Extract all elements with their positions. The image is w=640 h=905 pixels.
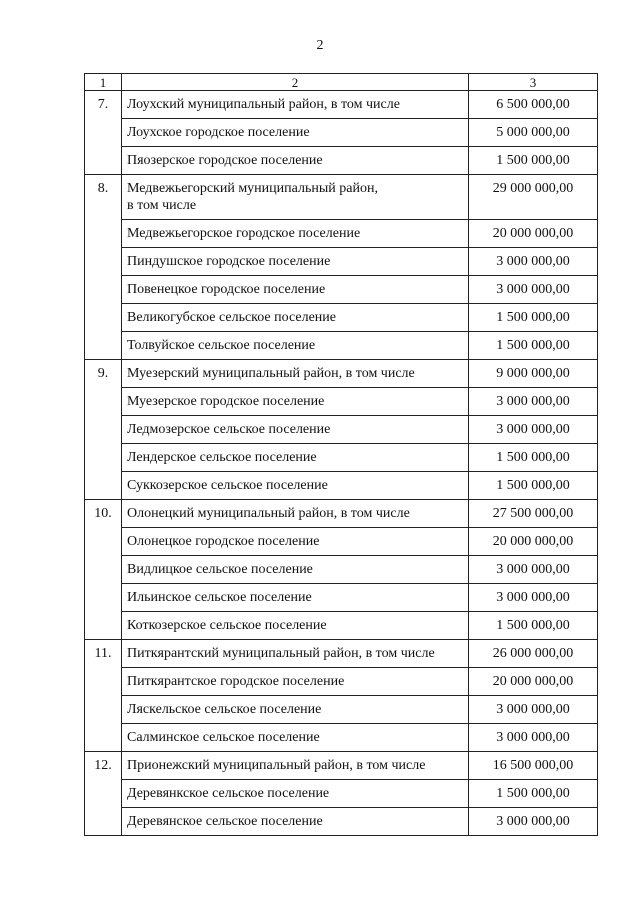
municipality-name: Повенецкое городское поселение	[122, 276, 469, 304]
amount-value: 3 000 000,00	[469, 556, 598, 584]
amount-value: 20 000 000,00	[469, 220, 598, 248]
amount-value: 1 500 000,00	[469, 304, 598, 332]
allocation-table	[84, 73, 598, 836]
table-row-settlement	[85, 668, 598, 696]
municipality-name: Лоухский муниципальный район, в том числе	[122, 91, 469, 119]
amount-value: 3 000 000,00	[469, 584, 598, 612]
amount-value: 3 000 000,00	[469, 808, 598, 836]
municipality-name: Суккозерское сельское поселение	[122, 472, 469, 500]
table-row-settlement	[85, 276, 598, 304]
table-row-district	[85, 91, 598, 119]
amount-value: 1 500 000,00	[469, 780, 598, 808]
municipality-name: Пяозерское городское поселение	[122, 147, 469, 175]
table-row-settlement	[85, 780, 598, 808]
amount-value: 3 000 000,00	[469, 724, 598, 752]
table-row-settlement	[85, 612, 598, 640]
municipality-name: Питкярантское городское поселение	[122, 668, 469, 696]
row-number: 11.	[85, 640, 122, 752]
municipality-name: Лоухское городское поселение	[122, 119, 469, 147]
table-row-district	[85, 360, 598, 388]
amount-value: 3 000 000,00	[469, 276, 598, 304]
table-row-settlement	[85, 808, 598, 836]
row-number: 9.	[85, 360, 122, 500]
amount-value: 3 000 000,00	[469, 416, 598, 444]
amount-value: 1 500 000,00	[469, 147, 598, 175]
municipality-name: Пиндушское городское поселение	[122, 248, 469, 276]
municipality-name: Лендерское сельское поселение	[122, 444, 469, 472]
municipality-name: Коткозерское сельское поселение	[122, 612, 469, 640]
table-row-settlement	[85, 332, 598, 360]
row-number: 10.	[85, 500, 122, 640]
amount-value: 20 000 000,00	[469, 528, 598, 556]
municipality-name: Деревянское сельское поселение	[122, 808, 469, 836]
table-row-settlement	[85, 416, 598, 444]
table-row-district	[85, 640, 598, 668]
row-number: 7.	[85, 91, 122, 175]
table-row-settlement	[85, 388, 598, 416]
municipality-name: Ляскельское сельское поселение	[122, 696, 469, 724]
amount-value: 16 500 000,00	[469, 752, 598, 780]
municipality-name: Видлицкое сельское поселение	[122, 556, 469, 584]
amount-value: 1 500 000,00	[469, 612, 598, 640]
amount-value: 3 000 000,00	[469, 388, 598, 416]
table-row-settlement	[85, 119, 598, 147]
column-header-amount: 3	[469, 74, 598, 91]
municipality-name: Муезерское городское поселение	[122, 388, 469, 416]
amount-value: 5 000 000,00	[469, 119, 598, 147]
amount-value: 29 000 000,00	[469, 175, 598, 220]
amount-value: 27 500 000,00	[469, 500, 598, 528]
table-row-settlement	[85, 220, 598, 248]
municipality-name: Питкярантский муниципальный район, в том числе	[122, 640, 469, 668]
table-row-settlement	[85, 304, 598, 332]
municipality-name: Медвежьегорское городское поселение	[122, 220, 469, 248]
row-number: 8.	[85, 175, 122, 360]
municipality-name: Деревянкское сельское поселение	[122, 780, 469, 808]
municipality-name: Муезерский муниципальный район, в том числе	[122, 360, 469, 388]
amount-value: 26 000 000,00	[469, 640, 598, 668]
row-number: 12.	[85, 752, 122, 836]
amount-value: 1 500 000,00	[469, 472, 598, 500]
table-row-settlement	[85, 584, 598, 612]
column-header-number: 1	[85, 74, 122, 91]
table-row-settlement	[85, 556, 598, 584]
table-row-district	[85, 500, 598, 528]
municipality-name: Салминское сельское поселение	[122, 724, 469, 752]
municipality-name: Великогубское сельское поселение	[122, 304, 469, 332]
table-header-row	[85, 74, 598, 91]
table-row-district	[85, 752, 598, 780]
table-row-settlement	[85, 472, 598, 500]
table-row-settlement	[85, 444, 598, 472]
table-row-settlement	[85, 696, 598, 724]
column-header-name: 2	[122, 74, 469, 91]
amount-value: 9 000 000,00	[469, 360, 598, 388]
amount-value: 1 500 000,00	[469, 444, 598, 472]
amount-value: 6 500 000,00	[469, 91, 598, 119]
amount-value: 3 000 000,00	[469, 696, 598, 724]
table-row-district	[85, 175, 598, 220]
amount-value: 3 000 000,00	[469, 248, 598, 276]
table-row-settlement	[85, 248, 598, 276]
table-row-settlement	[85, 147, 598, 175]
municipality-name: Ледмозерское сельское поселение	[122, 416, 469, 444]
municipality-name: Олонецкий муниципальный район, в том числе	[122, 500, 469, 528]
amount-value: 1 500 000,00	[469, 332, 598, 360]
municipality-name: Медвежьегорский муниципальный район, в том числе	[122, 175, 469, 220]
municipality-name: Ильинское сельское поселение	[122, 584, 469, 612]
municipality-name: Прионежский муниципальный район, в том числе	[122, 752, 469, 780]
amount-value: 20 000 000,00	[469, 668, 598, 696]
table-row-settlement	[85, 724, 598, 752]
municipality-name: Толвуйское сельское поселение	[122, 332, 469, 360]
page-number: 2	[316, 38, 324, 53]
municipality-name: Олонецкое городское поселение	[122, 528, 469, 556]
table-row-settlement	[85, 528, 598, 556]
